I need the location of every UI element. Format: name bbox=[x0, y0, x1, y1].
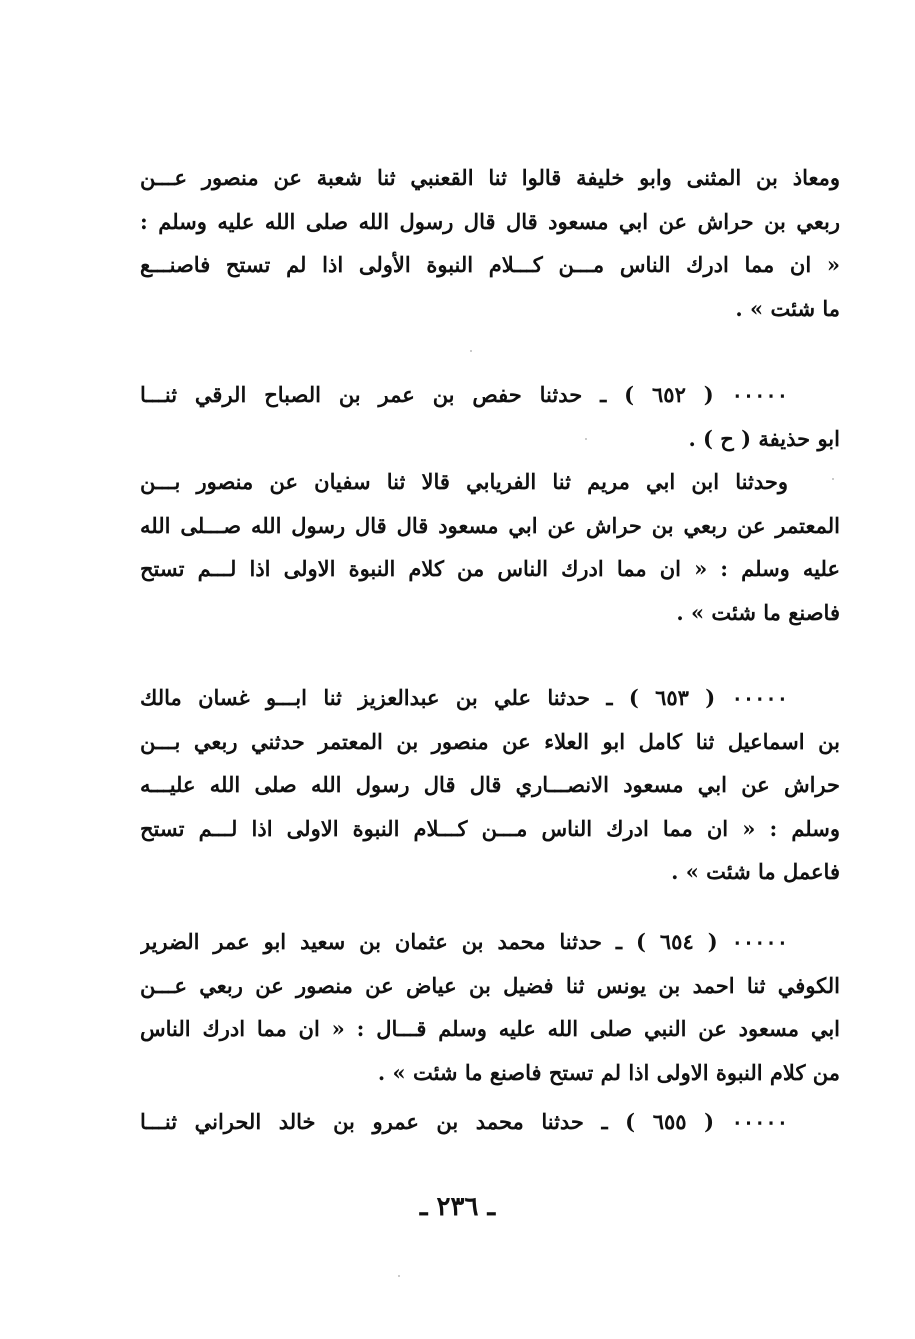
text-line: فاعمل ما شئت » . bbox=[671, 859, 840, 884]
text-line: ٠٠٠٠٠ ( ٦٥٤ ) ـ حدثنا محمد بن عثمان بن سعيد ابو عمر الضرير bbox=[140, 929, 788, 954]
text-line: عليه وسلم : « ان مما ادرك الناس من كلام النبوة الاولى اذا لـــم تستح bbox=[140, 556, 840, 581]
text-line: ٠٠٠٠٠ ( ٦٥٥ ) ـ حدثنا محمد بن عمرو بن خالد الحراني ثنـــا bbox=[140, 1109, 788, 1134]
text-line: « ان مما ادرك الناس مـــن كـــلام النبوة الأولى اذا لم تستح فاصنـــع bbox=[140, 252, 840, 277]
hadith-paragraph bbox=[140, 676, 840, 894]
scan-speck bbox=[398, 1275, 400, 1277]
hadith-paragraph bbox=[140, 156, 840, 330]
text-line: ٠٠٠٠٠ ( ٦٥٣ ) ـ حدثنا علي بن عبدالعزيز ثنا ابـــو غسان مالك bbox=[140, 685, 788, 710]
scan-speck bbox=[470, 350, 472, 352]
text-line: ربعي بن حراش عن ابي مسعود قال قال رسول الله صلى الله عليه وسلم : bbox=[140, 208, 840, 234]
text-line: حراش عن ابي مسعود الانصـــاري قال قال رسول الله صلى الله عليـــه bbox=[140, 772, 840, 797]
text-line: فاصنع ما شئت » . bbox=[676, 599, 840, 625]
hadith-paragraph bbox=[140, 373, 840, 634]
text-line: المعتمر عن ربعي بن حراش عن ابي مسعود قال قال رسول الله صـــلى الله bbox=[140, 512, 840, 538]
hadith-paragraph bbox=[140, 1100, 840, 1144]
scan-speck bbox=[585, 438, 587, 440]
text-line: ومعاذ بن المثنى وابو خليفة قالوا ثنا القعنبي ثنا شعبة عن منصور عـــن bbox=[140, 165, 840, 190]
text-line: من كلام النبوة الاولى اذا لم تستح فاصنع ما شئت » . bbox=[377, 1059, 840, 1085]
text-line: وسلم : « ان مما ادرك الناس مـــن كـــلام النبوة الاولى اذا لـــم تستح bbox=[140, 815, 840, 841]
text-line: ما شئت » . bbox=[735, 295, 840, 321]
hadith-paragraph bbox=[140, 920, 840, 1094]
scan-speck bbox=[832, 478, 834, 480]
text-line: ابي مسعود عن النبي صلى الله عليه وسلم قـــال : « ان مما ادرك الناس bbox=[140, 1016, 840, 1041]
text-line: بن اسماعيل ثنا كامل ابو العلاء عن منصور بن المعتمر حدثني ربعي بـــن bbox=[140, 728, 840, 754]
text-line: وحدثنا ابن ابي مريم ثنا الفريابي قالا ثنا سفيان عن منصور بـــن bbox=[140, 469, 788, 494]
text-line: ابو حذيفة ( ح ) . bbox=[688, 425, 840, 451]
text-line: الكوفي ثنا احمد بن يونس ثنا فضيل بن عياض عن منصور عن ربعي عـــن bbox=[140, 972, 840, 998]
page-number: ـ ٢٣٦ ـ bbox=[419, 1192, 496, 1222]
text-line: ٠٠٠٠٠ ( ٦٥٢ ) ـ حدثنا حفص بن عمر بن الصباح الرقي ثنـــا bbox=[140, 382, 788, 407]
